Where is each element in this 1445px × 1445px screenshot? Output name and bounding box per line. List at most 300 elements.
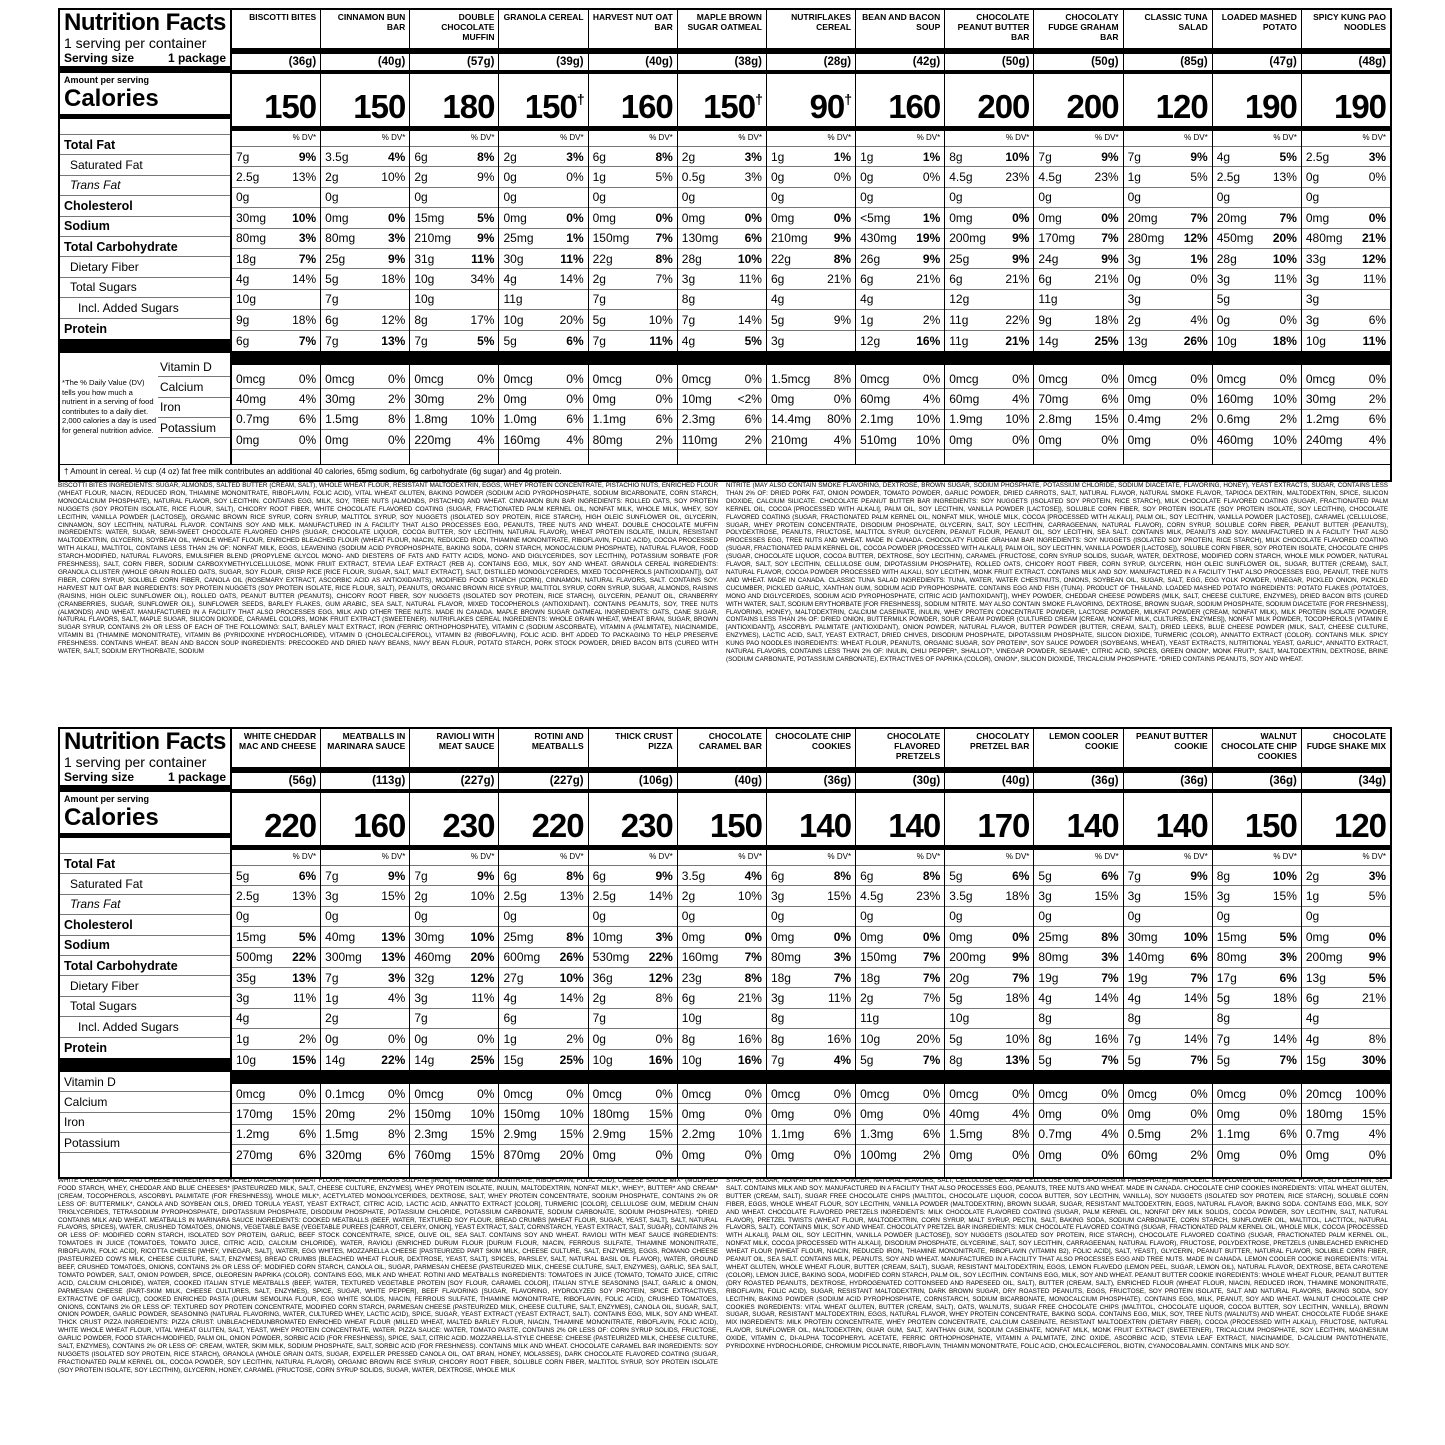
nutrient-amount: 4g — [236, 1011, 250, 1026]
product-name: NUTRIFLAKES CEREAL — [767, 10, 855, 54]
nutrient-dv: 11% — [471, 251, 495, 266]
product-column — [945, 729, 1034, 1177]
nutrient-dv: 0% — [744, 210, 762, 225]
nutrient-amount: 28g — [681, 251, 702, 266]
nutrient-row — [410, 927, 498, 947]
vitamin-row — [767, 369, 855, 389]
vitamin-row — [1302, 1084, 1390, 1104]
nutrient-row — [678, 1050, 766, 1070]
product-name: RAVIOLI WITH MEAT SAUCE — [410, 729, 498, 773]
nutrient-amount: 430mg — [860, 231, 897, 246]
amount-spacer — [321, 793, 409, 806]
nutrient-row — [945, 1029, 1033, 1049]
vitamin-amount: 510mg — [860, 432, 897, 447]
vitamin-row — [1034, 430, 1122, 450]
nutrient-row — [1034, 907, 1122, 927]
vitamin-amount: 2.3mg — [681, 412, 716, 427]
vitamin-labels — [60, 1072, 230, 1154]
nutrient-amount: 1g — [592, 170, 606, 185]
vitamin-dv: 0% — [1012, 371, 1030, 386]
nutrient-dv: 12% — [1183, 231, 1208, 246]
nutrient-amount: 6g — [503, 868, 517, 883]
nutrient-dv: 21% — [1005, 272, 1030, 287]
nutrient-row — [1302, 866, 1390, 886]
nutrient-amount: 4g — [681, 333, 696, 348]
product-name: SPICY KUNG PAO NOODLES — [1302, 10, 1390, 54]
serving-weight: (40g) — [589, 54, 677, 74]
nutrient-row — [499, 208, 587, 228]
nutrient-dv: 13% — [381, 950, 406, 965]
nutrient-amount: 2.5g — [592, 889, 616, 904]
serving-size-row — [60, 51, 230, 73]
nutrient-label-text: Trans Fat — [70, 178, 121, 193]
nutrient-dv: 0% — [1012, 929, 1030, 944]
nutrient-dv: 11% — [471, 991, 495, 1006]
calories-value — [499, 87, 587, 131]
nutrient-amount: 7g — [414, 333, 428, 348]
nutrient-amount: 0g — [770, 170, 785, 185]
nutrient-amount: 4g — [503, 991, 517, 1006]
nutrient-dv: 9% — [1190, 149, 1208, 164]
dv-header: % DV* — [589, 850, 677, 866]
nutrient-amount: 3g — [1305, 272, 1320, 287]
vitamin-amount: 0mg — [1038, 1106, 1062, 1121]
vitamin-row — [321, 1084, 409, 1104]
vitamin-dv: 4% — [833, 432, 852, 447]
nutrient-amount: 19g — [1127, 970, 1148, 985]
nutrient-amount: 3g — [681, 272, 696, 287]
nutrient-dv: 4% — [1190, 312, 1208, 327]
nutrient-amount: 6g — [414, 149, 428, 164]
vitamin-row — [767, 410, 855, 430]
nutrient-amount: 3g — [770, 991, 785, 1006]
nutrient-amount: 2g — [325, 1011, 339, 1026]
vitamin-dv: 2% — [1190, 1147, 1208, 1162]
vitamin-row — [1034, 410, 1122, 430]
nutrient-row — [856, 229, 944, 249]
nutrient-row — [1213, 907, 1301, 927]
vitamin-label-text: Potassium — [64, 1135, 121, 1150]
vitamin-amount: 1.5mg — [949, 1127, 983, 1142]
vitamin-row — [321, 1104, 409, 1124]
nutrition-facts-title: Nutrition Facts — [64, 728, 226, 755]
separator-bar — [589, 351, 677, 365]
nutrient-amount: 0.5g — [681, 170, 706, 185]
vitamin-row — [1124, 1125, 1212, 1145]
nutrient-row — [1034, 866, 1122, 886]
vitamin-amount: 0mg — [1127, 1106, 1151, 1121]
vitamin-label-text: Vitamin D — [64, 1074, 116, 1089]
nutrient-dv: 14% — [1183, 991, 1208, 1006]
nutrient-row — [589, 927, 677, 947]
nutrient-dv: 20% — [470, 950, 495, 965]
nutrient-amount: 210mg — [414, 231, 452, 246]
vitamin-amount: 0mcg — [1038, 371, 1068, 386]
nutrient-row — [1302, 290, 1390, 310]
separator-bar — [945, 1070, 1033, 1084]
nutrient-amount: 13g — [1127, 333, 1148, 348]
nutrient-amount: 2g — [681, 889, 696, 904]
amount-spacer — [945, 74, 1033, 87]
calories-number: 150 — [524, 88, 577, 125]
vitamin-row — [1213, 410, 1301, 430]
nutrient-row — [321, 310, 409, 330]
dv-header: % DV* — [1213, 850, 1301, 866]
vitamin-dv: 6% — [655, 412, 673, 427]
nutrient-amount: 0g — [414, 909, 428, 924]
vitamin-amount: 210mg — [770, 432, 808, 447]
nutrient-dv: 0% — [655, 210, 673, 225]
vitamin-amount: 60mg — [1127, 1147, 1158, 1162]
vitamin-amount: 0.4mg — [1127, 412, 1161, 427]
calories-number: 160 — [353, 807, 406, 844]
nutrient-amount: 13g — [1305, 970, 1326, 985]
nutrient-dv: 0% — [655, 1031, 673, 1046]
nutrient-dv: 2% — [566, 1031, 584, 1046]
serving-weight: (113g) — [321, 773, 409, 793]
nutrient-amount: 6g — [860, 868, 874, 883]
nutrient-dv: 7% — [1101, 231, 1119, 246]
nutrient-row — [856, 188, 944, 208]
calories-value — [232, 87, 320, 131]
product-column — [856, 10, 945, 480]
separator-bar — [767, 351, 855, 365]
nutrient-dv: 3% — [744, 170, 762, 185]
nutrient-dv: 21% — [827, 272, 852, 287]
separator-bar — [232, 351, 320, 365]
nutrient-amount: 10g — [949, 1011, 970, 1026]
nutrient-amount: 80mg — [236, 231, 267, 246]
nutrient-label-text: Total Fat — [64, 856, 116, 871]
nutrient-amount: 4.5g — [1038, 170, 1062, 185]
calories-number: 200 — [1066, 88, 1119, 125]
vitamin-dv: 15% — [470, 1127, 495, 1142]
nutrient-amount: 10g — [681, 1011, 702, 1026]
vitamin-dv: 8% — [1012, 1127, 1030, 1142]
vitamin-dv: 4% — [1368, 1127, 1387, 1142]
nutrient-row — [1124, 290, 1212, 310]
nutrient-amount: 5g — [949, 991, 963, 1006]
nutrient-dv: 21% — [737, 991, 762, 1006]
nutrient-row — [499, 229, 587, 249]
nutrient-dv: 7% — [655, 231, 673, 246]
ingredients-bottom-right: STARCH, SUGAR, NONFAT DRY MILK POWDER, NATURAL FLAVORS, SALT, CELLULOSE GEL AND CELLULOSE GUM, DIPOTASSIUM PHOSPHATE), HIGH OLEIC SUNFLOWER OIL, NATURAL FLAVOR, SOY LECITHIN, SEA SALT. CONTAINS MILK AND SOY. MANUFACTURED IN A FACILITY THAT ALSO PROCESSES EGG, PEANUTS, TREE NUTS AND WHEAT. MADE IN CANADA. CHOCOLATE CHIP COOKIES INGREDIENTS: VITAL WHEAT GLUTEN, BUTTER (CREAM, SALT), SUGAR FREE CHOCOLATE CHIPS (MALTITOL, CHOCOLATE LIQUOR, COCOA BUTTER, SOY LECITHIN, VANILLA), SOY NUGGETS (ISOLATED SOY PROTEIN, RICE STARCH), SOLUBLE CORN FIBER, EGGS, WHOLE WHEAT FLOUR, SOY LECITHIN, VANILLA POWDER (MALTODEXTRIN), BROWN SUGAR, SUGAR, RESISTANT MALTODEXTRIN, EGGS, NATURAL FLAVOR, BAKING SODA. CONTAINS EGG, MILK, SOY AND WHEAT. CHOCOLATE FLAVORED PRETZELS INGREDIENTS: MILK CHOCOLATE FLAVORED COATING (SUGAR, PALM KERNEL OIL, NONFAT DRY MILK SOLIDS, COCOA POWDER, SOY LECITHIN, SALT, NATURAL FLAVOR), PRETZEL TWISTS (WHEAT FLOUR, MALTODEXTRIN, CORN SYRUP, MALT SYRUP, PECTIN, SALT, BAKING SODA, SODIUM CARBONATE, CORN STARCH, SUNFLOWER OIL, MALTITOL, LACTITOL, NATURAL FLAVORS, SALT). CONTAINS MILK, SOY AND WHEAT. CHOCOLATY PRETZEL BAR INGREDIENTS: MILK CHOCOLATE FLAVORED COATING (SUGAR, FRACTIONATED PALM KERNEL OIL, WHOLE MILK, COCOA [PROCESSED WITH ALKALI], PALM OIL, SOY LECITHIN, VANILLA POWDER [LACTOSE]), SOY NUGGETS (ISOLATED SOY PROTEIN, RICE STARCH), CHOCOLATE FLAVORED COATING (SUGAR, FRACTIONATED PALM KERNEL OIL, NONFAT MILK, COCOA [PROCESSED WITH ALKALI], DISODIUM PHOSPHATE, GLYCERINE, SALT, SOY LECITHIN, CARRAGEENAN, NATURAL FLAVOR), FRUCTOSE, POLYDEXTROSE, PRETZELS (UNBLEACHED ENRICHED WHEAT FLOUR [WHEAT FLOUR, NIACIN, REDUCED IRON, THIAMINE MONONITRATE, RIBOFLAVIN (VITAMIN B2), FOLIC ACID], SALT, YEAST), GLYCERIN, PEANUT BUTTER, NATURAL FLAVOR, SOLUBLE CORN FIBER, PEANUT OIL, SEA SALT. CONTAINS MILK, PEANUTS, SOY AND WHEAT. MANUFACTURED IN A FACILITY THAT ALSO PROCESSES EGG AND TREE NUTS. MADE IN CANADA. LEMON COOLER COOKIE INGREDIENTS: VITAL WHEAT GLUTEN, WHOLE WHEAT FLOUR, BUTTER (CREAM, SALT), SUGAR, RESISTANT MALTODEXTRIN, EGGS, LEMON FLAVEDO (LEMON PEEL, SUGAR, LEMON OIL), NATURAL FLAVOR, DEXTROSE, BETA CAROTENE (COLOR), LEMON JUICE, BAKING SODA, MODIFIED CORN STARCH, PALM OIL, SOY LECITHIN. CONTAINS EGG, MILK, SOY AND WHEAT. PEANUT BUTTER COOKIE INGREDIENTS: WHOLE WHEAT FLOUR, PEANUT BUTTER (DRY ROASTED PEANUTS, DEXTROSE, HYDROGENATED COTTONSEED AND RAPESEED OIL, SALT), BUTTER (CREAM, SALT), ENRICHED FLOUR (WHEAT FLOUR, NIACIN, REDUCED IRON, THIAMINE MONONITRATE, RIBOFLAVIN, FOLIC ACID), SUGAR, RESISTANT MALTODEXTRIN, DARK BROWN SUGAR, DRY ROASTED PEANUTS, EGGS, FRUCTOSE, SOY PROTEIN ISOLATE, SALT AND NATURAL FLAVORS, BAKING SODA, SOY LECITHIN, BAKING POWDER (SODIUM ACID PYROPHOSPHATE, CORNSTARCH, SODIUM BICARBONATE, MONOCALCIUM PHOSPHATE). CONTAINS EGG, MILK, PEANUT, SOY AND WHEAT. WALNUT CHOCOLATE CHIP COOKIES INGREDIENTS: VITAL WHEAT GLUTEN, BUTTER (CREAM, SALT), OATS, WALNUTS, SUGAR FREE CHOCOLATE CHIPS (MALTITOL, CHOCOLATE LIQUOR, COCOA BUTTER, SOY LECITHIN, VANILLA), BROWN SUGAR, SUGAR, RESISTANT MALTODEXTRIN, EGGS, NATURAL FLAVOR, WHEY PROTEIN CONCENTRATE, BAKING SODA. CONTAINS EGG, MILK, SOY, TREE NUTS (WALNUTS) AND WHEAT. CHOCOLATE FUDGE SHAKE MIX INGREDIENTS: MILK PROTEIN CONCENTRATE, WHEY PROTEIN CONCENTRATE, CALCIUM CASEINATE, RESISTANT MALTODEXTRIN (DIETARY FIBER), COCOA (PROCESSED WITH ALKALI), FRUCTOSE, NATURAL FLAVOR, SUNFLOWER OIL, MALTODEXTRIN, GUAR GUM, SALT, XANTHAN GUM, SODIUM CASEINATE, NONFAT MILK, MONK FRUIT EXTRACT (SWEETENER), TRICALCIUM PHOSPHATE, SOY LECITHIN, MAGNESIUM OXIDE, VITAMIN C, DI-ALPHA TOCOPHERYL ACETATE, FERRIC ORTHOPHOSPHATE, VITAMIN A PALMITATE, ZINC OXIDE, ASCORBIC ACID, STEVIA LEAF EXTRACT, NIACINAMIDE, D-CALCIUM PANTOTHENATE, PYRIDOXINE HYDROCHLORIDE, CHROMIUM PICOLINATE, RIBOFLAVIN, THIAMIN MONONITRATE, FOLIC ACID, CHOLECALCIFEROL, BIOTIN, CYANOCOBALAMIN. CONTAINS MILK AND SOY. — [726, 1177, 1388, 1351]
nutrient-dv: 2% — [298, 1031, 317, 1046]
vitamin-dv: 0% — [655, 1147, 673, 1162]
nutrient-amount: 0g — [325, 1031, 339, 1046]
nutrient-amount: 5g — [592, 312, 606, 327]
nutrient-amount: 0g — [770, 909, 785, 924]
nutrient-row — [1302, 269, 1390, 289]
separator-bar — [1302, 351, 1390, 365]
nutrient-label — [60, 915, 230, 935]
nutrient-dv: 7% — [1012, 970, 1030, 985]
nutrient-amount: 2g — [1305, 868, 1320, 883]
nutrient-row — [321, 988, 409, 1008]
nutrient-row — [499, 1029, 587, 1049]
nutrient-label — [60, 257, 230, 277]
vitamin-dv: 15% — [292, 1106, 317, 1121]
nutrient-dv: 9% — [922, 251, 941, 266]
nutrient-labels — [60, 135, 230, 339]
nutrient-label — [60, 217, 230, 237]
nutrient-amount: 2g — [325, 170, 339, 185]
nutrient-amount: 4g — [1038, 991, 1052, 1006]
vitamin-dv: 0% — [655, 371, 673, 386]
nutrient-labels — [60, 854, 230, 1058]
nutrient-amount: 3g — [770, 333, 785, 348]
nutrient-row — [1124, 310, 1212, 330]
nutrient-amount: 0g — [1305, 909, 1320, 924]
vitamin-row — [1213, 389, 1301, 409]
nutrient-dv: 3% — [298, 231, 317, 246]
vitamin-row — [589, 1084, 677, 1104]
nutrient-row — [321, 188, 409, 208]
nutrient-amount: 32g — [414, 970, 435, 985]
nutrient-dv: 15% — [827, 889, 852, 904]
nutrient-row — [1124, 988, 1212, 1008]
serving-weight: (50g) — [945, 54, 1033, 74]
vitamin-row — [410, 1084, 498, 1104]
nutrient-amount: 3g — [1216, 272, 1231, 287]
product-column — [410, 10, 499, 480]
nutrient-row — [945, 948, 1033, 968]
nutrient-amount: 160mg — [681, 950, 719, 965]
nutrient-amount: 80mg — [1216, 950, 1247, 965]
nutrient-amount: 80mg — [325, 231, 356, 246]
nutrient-label-text: Total Sugars — [70, 280, 137, 295]
nutrient-row — [1302, 968, 1390, 988]
nutrient-row — [767, 208, 855, 228]
vitamin-row — [321, 410, 409, 430]
nutrient-dv: 10% — [381, 170, 406, 185]
nutrient-dv: 9% — [833, 312, 852, 327]
vitamin-row — [589, 1104, 677, 1124]
nutrient-amount: 200mg — [949, 950, 986, 965]
vitamin-amount: 0mg — [949, 432, 973, 447]
vitamin-row — [410, 410, 498, 430]
nutrient-row — [945, 269, 1033, 289]
vitamin-dv: 0% — [1279, 1106, 1297, 1121]
separator-bar — [678, 351, 766, 365]
nutrient-amount: 0g — [860, 190, 874, 205]
vitamin-amount: 2.3mg — [414, 1127, 448, 1142]
vitamin-row — [499, 1084, 587, 1104]
product-name: WHITE CHEDDAR MAC AND CHEESE — [232, 729, 320, 773]
product-name: WALNUT CHOCOLATE CHIP COOKIES — [1213, 729, 1301, 773]
vitamin-amount: 110mg — [681, 432, 718, 447]
vitamin-label — [60, 1133, 230, 1153]
nutrient-amount: 10g — [1305, 333, 1326, 348]
vitamin-dv: 4% — [477, 432, 495, 447]
nutrient-dv: 9% — [1101, 251, 1119, 266]
serving-weight: (50g) — [1034, 54, 1122, 74]
vitamin-row — [945, 1125, 1033, 1145]
vitamin-row — [321, 389, 409, 409]
nutrient-dv: 3% — [387, 231, 406, 246]
nutrient-dv: 10% — [470, 889, 495, 904]
vitamin-dv: 2% — [744, 432, 762, 447]
nutrient-dv: 11% — [1362, 272, 1387, 287]
nutrient-row — [1034, 249, 1122, 269]
nutrient-dv: 0% — [1368, 929, 1387, 944]
vitamin-amount: 0mg — [770, 391, 795, 406]
nutrient-dv: 0% — [387, 210, 406, 225]
nutrient-amount: 7g — [1127, 868, 1141, 883]
nutrient-row — [1034, 968, 1122, 988]
calories-value — [767, 806, 855, 850]
nutrient-amount: 1g — [1127, 170, 1141, 185]
vitamin-row — [1213, 430, 1301, 450]
nutrient-dv: 8% — [922, 868, 941, 883]
nutrient-dv: 14% — [559, 272, 584, 287]
nutrient-row — [767, 290, 855, 310]
calories-value — [1124, 87, 1212, 131]
vitamin-row — [589, 389, 677, 409]
vitamin-dv: 0% — [1012, 1086, 1030, 1101]
vitamin-row — [1124, 1104, 1212, 1124]
nutrient-row — [767, 269, 855, 289]
amount-per-serving: Amount per serving — [64, 75, 150, 85]
vitamin-dv: 0% — [387, 432, 406, 447]
nutrient-row — [856, 208, 944, 228]
vitamin-amount: 0mcg — [770, 1086, 801, 1101]
nutrient-row — [1034, 290, 1122, 310]
nutrient-row — [856, 331, 944, 351]
nutrient-row — [499, 310, 587, 330]
vitamin-dv: 10% — [559, 1106, 584, 1121]
nutrient-dv: 10% — [292, 210, 317, 225]
nutrient-dv: 8% — [477, 149, 495, 164]
nutrient-row — [678, 167, 766, 187]
nutrient-row — [1213, 229, 1301, 249]
vitamin-amount: 0mg — [681, 1147, 706, 1162]
nutrient-row — [767, 968, 855, 988]
vitamin-row — [1034, 389, 1122, 409]
nutrient-row — [1302, 167, 1390, 187]
nutrition-facts-title: Nutrition Facts — [64, 9, 226, 36]
nutrient-dv: 15% — [1272, 889, 1297, 904]
nutrient-row — [856, 1029, 944, 1049]
nutrient-amount: 5g — [236, 868, 250, 883]
calories-value — [1124, 806, 1212, 850]
nutrient-row — [232, 886, 320, 906]
vitamin-dv: 6% — [298, 1147, 317, 1162]
dv-header: % DV* — [856, 850, 944, 866]
nutrient-row — [589, 866, 677, 886]
nutrient-amount: 0mg — [860, 929, 884, 944]
vitamin-dv: 8% — [387, 412, 406, 427]
nutrient-row — [589, 167, 677, 187]
dv-header: % DV* — [410, 131, 498, 147]
vitamin-row — [232, 369, 320, 389]
vitamin-amount: 1.1mg — [1216, 1127, 1251, 1142]
nutrient-amount: 15g — [503, 1052, 524, 1067]
nutrient-dv: 7% — [655, 272, 673, 287]
nutrient-dv: 16% — [1094, 1031, 1119, 1046]
vitamin-dv: 0% — [298, 432, 317, 447]
nutrient-dv: 0% — [833, 929, 852, 944]
vitamin-amount: 60mg — [860, 391, 891, 406]
nutrient-row — [499, 968, 587, 988]
vitamin-dv: 0% — [833, 1086, 852, 1101]
nutrient-amount: 10g — [592, 1052, 613, 1067]
nutrient-row — [589, 1009, 677, 1029]
nutrient-label — [60, 895, 230, 915]
vitamin-amount: 0mcg — [503, 371, 533, 386]
vitamin-dv: 0% — [1190, 371, 1208, 386]
vitamin-row — [499, 430, 587, 450]
vitamin-label-text: Potassium — [160, 420, 217, 435]
nutrient-amount: 18g — [770, 970, 791, 985]
nutrient-row — [678, 1029, 766, 1049]
nutrient-row — [499, 188, 587, 208]
dv-header: % DV* — [232, 850, 320, 866]
nutrient-row — [321, 290, 409, 310]
nutrient-row — [1213, 310, 1301, 330]
nutrient-row — [589, 331, 677, 351]
vitamin-dv: 10% — [470, 412, 495, 427]
vitamin-row — [410, 389, 498, 409]
vitamin-amount: 0mcg — [1305, 371, 1336, 386]
nutrient-dv: 17% — [470, 312, 495, 327]
calories-number: 230 — [620, 807, 673, 844]
nutrient-amount: 8g — [681, 1031, 696, 1046]
nutrient-row — [232, 208, 320, 228]
nutrient-row — [499, 269, 587, 289]
product-name: BISCOTTI BITES — [232, 10, 320, 54]
vitamin-dv: 0% — [298, 371, 317, 386]
vitamin-row — [678, 1104, 766, 1124]
nutrient-dv: 10% — [1183, 929, 1208, 944]
vitamin-dv: 0% — [1101, 1106, 1119, 1121]
vitamin-amount: 1.2mg — [236, 1127, 270, 1142]
nutrient-amount: 5g — [1216, 1052, 1231, 1067]
vitamin-row — [1302, 1125, 1390, 1145]
nutrient-amount: 3.5g — [949, 889, 973, 904]
nutrient-amount: 2g — [592, 272, 606, 287]
nutrient-amount: 3g — [1127, 889, 1141, 904]
vitamin-amount: 0mg — [1216, 1106, 1241, 1121]
nutrient-row — [410, 988, 498, 1008]
nutrient-dv: 6% — [1368, 312, 1387, 327]
vitamin-dv: 4% — [1368, 432, 1387, 447]
vitamin-amount: 0mcg — [860, 371, 890, 386]
vitamin-dv: 0% — [1279, 1086, 1297, 1101]
nutrient-row — [1213, 988, 1301, 1008]
amount-spacer — [1124, 793, 1212, 806]
nutrient-dv: 9% — [1012, 251, 1030, 266]
nutrient-row — [321, 886, 409, 906]
nutrient-dv: 6% — [298, 868, 317, 883]
nutrient-amount: 0g — [1038, 190, 1052, 205]
amount-spacer — [232, 793, 320, 806]
serving-weight: (42g) — [856, 54, 944, 74]
nutrient-row — [321, 269, 409, 289]
nutrient-label-text: Trans Fat — [70, 897, 121, 912]
nutrient-amount: 9g — [236, 312, 250, 327]
vitamin-amount: 0mg — [592, 391, 616, 406]
vitamin-row — [1034, 1125, 1122, 1145]
nutrient-row — [678, 1009, 766, 1029]
vitamin-dv: 6% — [1101, 391, 1119, 406]
separator-bar — [1124, 351, 1212, 365]
vitamin-dv: 20% — [559, 1147, 584, 1162]
nutrient-amount: 7g — [1127, 1031, 1141, 1046]
vitamin-label — [158, 418, 230, 438]
nutrient-row — [767, 1029, 855, 1049]
nutrient-row — [410, 866, 498, 886]
